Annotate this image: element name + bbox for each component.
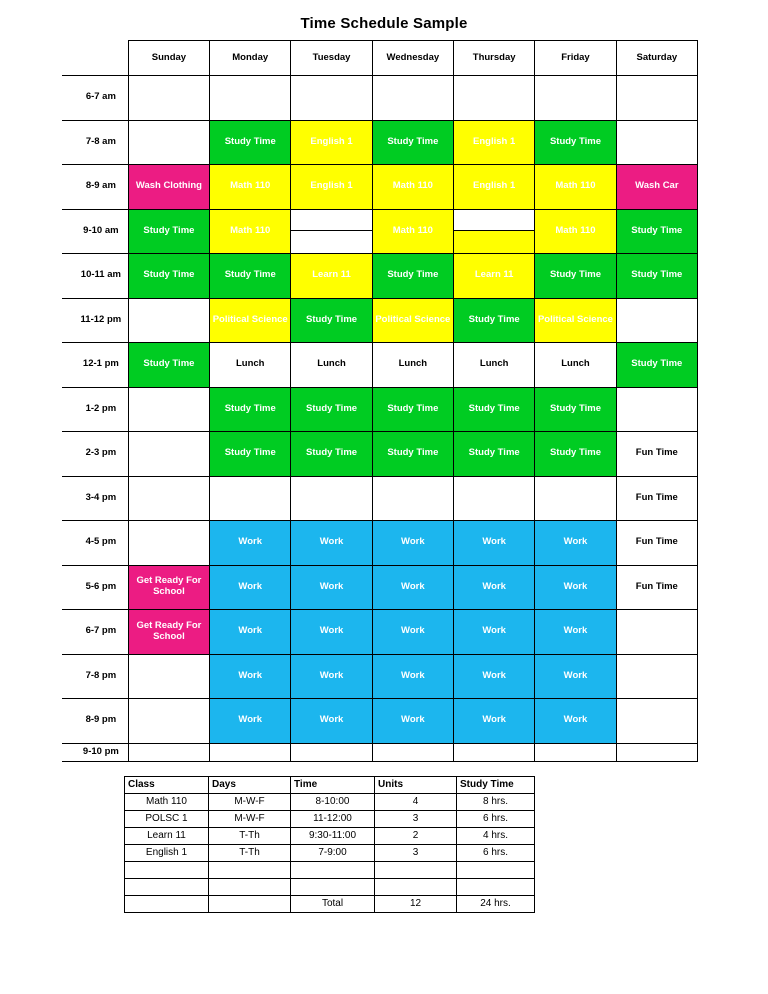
classes-cell: [209, 878, 291, 895]
schedule-cell: Study Time: [210, 387, 291, 432]
classes-cell: [457, 861, 535, 878]
classes-cell: POLSC 1: [125, 810, 209, 827]
schedule-cell: Fun Time: [616, 432, 697, 477]
schedule-cell: [291, 476, 372, 521]
schedule-cell: Learn 11: [454, 254, 535, 299]
schedule-cell: Study Time: [535, 254, 616, 299]
schedule-cell: [128, 432, 209, 477]
schedule-hour-label: 7-8 pm: [62, 654, 128, 699]
schedule-corner-cell: [62, 41, 128, 76]
schedule-cell: Lunch: [454, 343, 535, 388]
schedule-hour-label: 8-9 pm: [62, 699, 128, 744]
classes-cell: M-W-F: [209, 793, 291, 810]
schedule-cell: Work: [291, 565, 372, 610]
schedule-cell: Study Time: [454, 432, 535, 477]
schedule-cell: Lunch: [535, 343, 616, 388]
schedule-day-header: Thursday: [454, 41, 535, 76]
schedule-cell: Math 110: [210, 209, 291, 254]
schedule-cell: [128, 654, 209, 699]
schedule-cell: Study Time: [210, 432, 291, 477]
classes-row: [125, 844, 535, 861]
schedule-cell: [454, 209, 535, 254]
schedule-cell: English 1: [291, 120, 372, 165]
schedule-cell: [128, 76, 209, 121]
schedule-cell: Study Time: [616, 343, 697, 388]
classes-cell: [457, 878, 535, 895]
schedule-cell: Lunch: [291, 343, 372, 388]
schedule-hour-label: 5-6 pm: [62, 565, 128, 610]
schedule-cell: Work: [372, 610, 453, 655]
classes-cell: 6 hrs.: [457, 810, 535, 827]
page-title: Time Schedule Sample: [300, 15, 468, 32]
classes-cell: [291, 878, 375, 895]
schedule-cell: Political Science: [535, 298, 616, 343]
classes-row: [125, 878, 535, 895]
schedule-cell: [372, 76, 453, 121]
schedule-cell: [535, 76, 616, 121]
schedule-day-header: Tuesday: [291, 41, 372, 76]
schedule-cell: Lunch: [372, 343, 453, 388]
schedule-cell: Study Time: [454, 298, 535, 343]
schedule-cell: Study Time: [291, 387, 372, 432]
schedule-cell: Work: [454, 654, 535, 699]
schedule-hour-label: 2-3 pm: [62, 432, 128, 477]
schedule-cell: [454, 476, 535, 521]
schedule-cell: Work: [210, 521, 291, 566]
schedule-hour-label: 4-5 pm: [62, 521, 128, 566]
schedule-cell: Get Ready For School: [128, 610, 209, 655]
schedule-cell: [128, 298, 209, 343]
schedule-row: [62, 521, 698, 566]
schedule-hour-label: 7-8 am: [62, 120, 128, 165]
schedule-cell: [128, 476, 209, 521]
schedule-cell: Study Time: [210, 120, 291, 165]
schedule-row: [62, 610, 698, 655]
schedule-header-row: [62, 41, 698, 76]
schedule-hour-label: 10-11 am: [62, 254, 128, 299]
classes-cell: 8 hrs.: [457, 793, 535, 810]
schedule-cell: [616, 76, 697, 121]
classes-cell: [375, 861, 457, 878]
classes-header-cell: Study Time: [457, 776, 535, 793]
classes-cell: Total: [291, 895, 375, 912]
schedule-hour-label: 6-7 pm: [62, 610, 128, 655]
schedule-cell: [128, 521, 209, 566]
schedule-cell: English 1: [291, 165, 372, 210]
schedule-cell: Study Time: [128, 254, 209, 299]
schedule-cell: [372, 743, 453, 761]
schedule-cell: Work: [372, 565, 453, 610]
schedule-hour-label: 6-7 am: [62, 76, 128, 121]
schedule-cell: [128, 699, 209, 744]
schedule-hour-label: 1-2 pm: [62, 387, 128, 432]
schedule-cell: Work: [535, 521, 616, 566]
classes-cell: Math 110: [125, 793, 209, 810]
schedule-cell: Fun Time: [616, 521, 697, 566]
classes-header-cell: Time: [291, 776, 375, 793]
schedule-cell: Study Time: [616, 254, 697, 299]
schedule-cell: Work: [372, 699, 453, 744]
schedule-cell: Work: [454, 521, 535, 566]
schedule-cell: Work: [210, 610, 291, 655]
schedule-cell: [616, 699, 697, 744]
schedule-cell: Math 110: [372, 209, 453, 254]
schedule-cell: Fun Time: [616, 476, 697, 521]
schedule-cell: [210, 743, 291, 761]
schedule-row: [62, 387, 698, 432]
schedule-cell: Math 110: [372, 165, 453, 210]
classes-cell: [125, 895, 209, 912]
schedule-row: [62, 120, 698, 165]
schedule-row: [62, 699, 698, 744]
schedule-cell: Study Time: [535, 432, 616, 477]
classes-cell: [291, 861, 375, 878]
schedule-cell: Study Time: [535, 387, 616, 432]
classes-row: [125, 861, 535, 878]
classes-cell: 7-9:00: [291, 844, 375, 861]
schedule-cell: [372, 476, 453, 521]
schedule-cell: Work: [454, 565, 535, 610]
classes-cell: 12: [375, 895, 457, 912]
schedule-cell: [616, 298, 697, 343]
schedule-hour-label: 8-9 am: [62, 165, 128, 210]
classes-cell: 3: [375, 810, 457, 827]
schedule-cell: Get Ready For School: [128, 565, 209, 610]
schedule-cell: Study Time: [128, 343, 209, 388]
schedule-cell: [616, 743, 697, 761]
classes-summary-table: [124, 776, 535, 913]
schedule-cell: [210, 76, 291, 121]
classes-row: [125, 810, 535, 827]
weekly-schedule-table: [62, 40, 698, 762]
schedule-hour-label: 9-10 am: [62, 209, 128, 254]
schedule-hour-label: 11-12 pm: [62, 298, 128, 343]
schedule-cell: Study Time: [372, 387, 453, 432]
schedule-cell: Work: [535, 610, 616, 655]
schedule-cell: Study Time: [372, 120, 453, 165]
schedule-row: [62, 76, 698, 121]
classes-cell: 6 hrs.: [457, 844, 535, 861]
schedule-cell: Work: [535, 654, 616, 699]
schedule-cell: [616, 120, 697, 165]
schedule-cell: [128, 743, 209, 761]
schedule-cell: Study Time: [535, 120, 616, 165]
schedule-cell: Math 110: [210, 165, 291, 210]
schedule-cell: Work: [535, 699, 616, 744]
classes-cell: 9:30-11:00: [291, 827, 375, 844]
schedule-cell: Math 110: [535, 209, 616, 254]
classes-cell: 24 hrs.: [457, 895, 535, 912]
classes-cell: [375, 878, 457, 895]
classes-header-cell: Days: [209, 776, 291, 793]
schedule-cell: Work: [291, 654, 372, 699]
schedule-cell: Political Science: [372, 298, 453, 343]
schedule-cell: Work: [291, 521, 372, 566]
schedule-day-header: Saturday: [616, 41, 697, 76]
schedule-row: [62, 209, 698, 254]
schedule-cell: [535, 743, 616, 761]
classes-cell: 8-10:00: [291, 793, 375, 810]
schedule-row: [62, 165, 698, 210]
schedule-row: [62, 432, 698, 477]
schedule-row: [62, 654, 698, 699]
schedule-row: [62, 743, 698, 761]
schedule-cell: Work: [210, 565, 291, 610]
schedule-cell: Study Time: [210, 254, 291, 299]
classes-cell: M-W-F: [209, 810, 291, 827]
schedule-cell: Wash Car: [616, 165, 697, 210]
schedule-day-header: Sunday: [128, 41, 209, 76]
schedule-cell: Study Time: [128, 209, 209, 254]
schedule-cell: [291, 76, 372, 121]
schedule-cell: [210, 476, 291, 521]
schedule-cell: Study Time: [291, 298, 372, 343]
classes-row: [125, 793, 535, 810]
schedule-cell-split: [291, 230, 371, 253]
classes-cell: 11-12:00: [291, 810, 375, 827]
classes-body: [125, 776, 535, 912]
schedule-cell: Work: [291, 610, 372, 655]
schedule-cell: Political Science: [210, 298, 291, 343]
classes-cell: T-Th: [209, 844, 291, 861]
schedule-cell: Study Time: [372, 432, 453, 477]
schedule-cell: Study Time: [454, 387, 535, 432]
schedule-cell: Study Time: [291, 432, 372, 477]
classes-cell: Learn 11: [125, 827, 209, 844]
classes-cell: [209, 895, 291, 912]
schedule-cell: Math 110: [535, 165, 616, 210]
schedule-cell: [128, 120, 209, 165]
schedule-day-header: Friday: [535, 41, 616, 76]
schedule-day-header: Wednesday: [372, 41, 453, 76]
schedule-hour-label: 9-10 pm: [62, 743, 128, 761]
classes-header-cell: Units: [375, 776, 457, 793]
schedule-cell: Work: [454, 699, 535, 744]
schedule-cell: [128, 387, 209, 432]
schedule-cell: Study Time: [372, 254, 453, 299]
classes-cell: [125, 861, 209, 878]
schedule-cell: Learn 11: [291, 254, 372, 299]
schedule-cell: Work: [291, 699, 372, 744]
schedule-cell: English 1: [454, 165, 535, 210]
classes-row: [125, 895, 535, 912]
schedule-cell: [535, 476, 616, 521]
schedule-cell: Work: [210, 699, 291, 744]
schedule-row: [62, 343, 698, 388]
schedule-cell: [616, 610, 697, 655]
schedule-cell: Work: [454, 610, 535, 655]
classes-header-cell: Class: [125, 776, 209, 793]
schedule-cell: [616, 387, 697, 432]
schedule-cell: Study Time: [616, 209, 697, 254]
classes-cell: [209, 861, 291, 878]
schedule-cell: Fun Time: [616, 565, 697, 610]
classes-cell: 4: [375, 793, 457, 810]
schedule-row: [62, 254, 698, 299]
classes-cell: 3: [375, 844, 457, 861]
schedule-day-header: Monday: [210, 41, 291, 76]
classes-cell: 2: [375, 827, 457, 844]
classes-cell: 4 hrs.: [457, 827, 535, 844]
schedule-row: [62, 476, 698, 521]
schedule-cell: Lunch: [210, 343, 291, 388]
classes-row: [125, 827, 535, 844]
schedule-hour-label: 12-1 pm: [62, 343, 128, 388]
schedule-cell: Wash Clothing: [128, 165, 209, 210]
schedule-cell: [454, 76, 535, 121]
schedule-row: [62, 565, 698, 610]
classes-cell: English 1: [125, 844, 209, 861]
classes-cell: [125, 878, 209, 895]
schedule-cell-split: [454, 230, 534, 253]
schedule-cell: Work: [210, 654, 291, 699]
schedule-cell: English 1: [454, 120, 535, 165]
classes-cell: T-Th: [209, 827, 291, 844]
schedule-row: [62, 298, 698, 343]
schedule-cell: Work: [535, 565, 616, 610]
schedule-cell: [291, 743, 372, 761]
schedule-hour-label: 3-4 pm: [62, 476, 128, 521]
schedule-cell: [616, 654, 697, 699]
schedule-cell: Work: [372, 654, 453, 699]
schedule-cell: Work: [372, 521, 453, 566]
classes-header-row: [125, 776, 535, 793]
schedule-cell: [291, 209, 372, 254]
schedule-cell: [454, 743, 535, 761]
schedule-body: [62, 76, 698, 762]
